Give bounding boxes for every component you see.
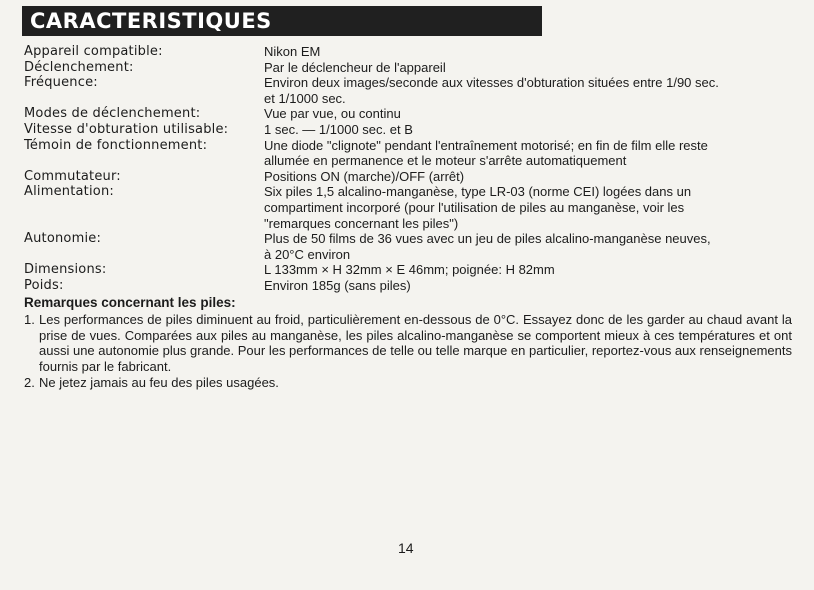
spec-value <box>264 184 784 231</box>
spec-row <box>24 169 784 185</box>
spec-label: Alimentation: <box>24 184 114 200</box>
spec-value-line: L 133mm × H 32mm × E 46mm; poignée: H 82mm <box>264 262 555 278</box>
note-text: Les performances de piles diminuent au froid, particulièrement en-dessous de 0°C. Essayez donc de les garder au chaud avant la prise de vues. Comparées aux piles au manganèse, les piles alcalino-manganèse se comportent mieux à ces températures et ont aussi une autonomie plus grande. Pour les performances de telle ou telle marque en particulier, reportez-vous aux renseignements fournis par le fabricant. <box>39 312 792 375</box>
notes-list <box>24 312 792 391</box>
spec-value <box>264 44 784 60</box>
spec-value-line: Environ deux images/seconde aux vitesses d'obturation situées entre 1/90 sec. <box>264 75 719 91</box>
spec-row <box>24 184 784 231</box>
spec-value-line: Positions ON (marche)/OFF (arrêt) <box>264 168 465 184</box>
spec-value-line: Plus de 50 films de 36 vues avec un jeu de piles alcalino-manganèse neuves, <box>264 231 711 247</box>
note-text: Ne jetez jamais au feu des piles usagées. <box>39 374 279 390</box>
notes-heading: Remarques concernant les piles: <box>24 295 236 310</box>
spec-label: Appareil compatible: <box>24 44 163 59</box>
spec-value <box>264 75 784 106</box>
note-item <box>24 375 792 391</box>
spec-row <box>24 44 784 60</box>
note-number: 2. <box>24 374 35 390</box>
spec-value <box>264 106 784 122</box>
spec-value-line: 1 sec. — 1/1000 sec. et B <box>264 121 413 137</box>
page-number: 14 <box>398 540 414 556</box>
spec-label: Vitesse d'obturation utilisable: <box>24 121 229 137</box>
spec-value <box>264 138 784 169</box>
section-title-bar <box>22 6 542 36</box>
spec-row <box>24 262 784 278</box>
spec-label: Fréquence: <box>24 75 98 91</box>
note-number: 1. <box>24 312 35 327</box>
spec-value <box>264 60 784 76</box>
spec-value-line: "remarques concernant les piles") <box>264 215 459 231</box>
spec-value-line: Par le déclencheur de l'appareil <box>264 59 446 75</box>
spec-value-line: allumée en permanence et le moteur s'arrête automatiquement <box>264 153 627 169</box>
spec-row <box>24 122 784 138</box>
battery-notes <box>24 295 792 391</box>
spec-value-line: et 1/1000 sec. <box>264 90 346 106</box>
spec-value-line: Nikon EM <box>264 44 321 59</box>
spec-value <box>264 278 784 294</box>
spec-value-line: Environ 185g (sans piles) <box>264 277 411 293</box>
spec-label: Témoin de fonctionnement: <box>24 137 208 153</box>
spec-value <box>264 231 784 262</box>
spec-row <box>24 138 784 169</box>
spec-label: Déclenchement: <box>24 59 134 75</box>
spec-value <box>264 262 784 278</box>
spec-value-line: compartiment incorporé (pour l'utilisation de piles au manganèse, voir les <box>264 199 685 215</box>
spec-value <box>264 122 784 138</box>
spec-label: Commutateur: <box>24 168 121 184</box>
spec-value-line: Une diode "clignote" pendant l'entraînement motorisé; en fin de film elle reste <box>264 137 708 153</box>
specifications-list <box>24 44 784 294</box>
note-item <box>24 312 792 375</box>
spec-label: Dimensions: <box>24 262 107 278</box>
section-title: CARACTERISTIQUES <box>30 9 272 33</box>
spec-label: Modes de déclenchement: <box>24 106 201 122</box>
spec-value-line: Vue par vue, ou continu <box>264 106 401 122</box>
spec-row <box>24 60 784 76</box>
spec-row <box>24 278 784 294</box>
spec-row <box>24 231 784 262</box>
spec-row <box>24 75 784 106</box>
spec-row <box>24 106 784 122</box>
spec-value-line: à 20°C environ <box>264 246 351 262</box>
spec-label: Poids: <box>24 277 64 293</box>
spec-value <box>264 169 784 185</box>
spec-label: Autonomie: <box>24 231 102 247</box>
spec-value-line: Six piles 1,5 alcalino-manganèse, type LR-03 (norme CEI) logées dans un <box>264 184 692 200</box>
